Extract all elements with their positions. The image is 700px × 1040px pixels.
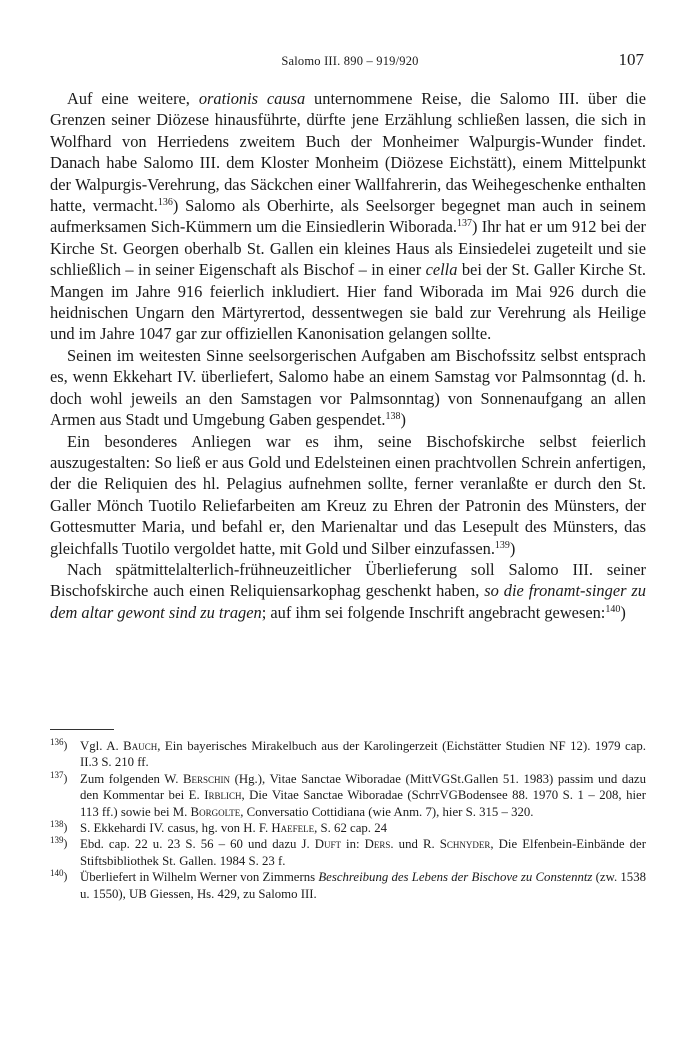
text-span: , Die Elfenbein-Einbände der Stiftsbibliothek St. Gallen. 1984 S. 23 f. bbox=[80, 837, 646, 868]
footnote-ref-138[interactable]: 138 bbox=[385, 411, 401, 423]
footnote-number-sup: 138 bbox=[50, 819, 64, 830]
running-title: Salomo III. 890 – 919/920 bbox=[281, 54, 419, 68]
text-span: ) Salomo als Oberhirte, als Seelsorger begegnet man auch in seinem aufmerksamen Sich-Kümmern um die Einsiedlerin Wiborada. bbox=[50, 196, 647, 237]
author-name: Ders. bbox=[364, 837, 394, 852]
text-span: unternommene Reise, die Salomo III. über die Grenzen seiner Diözese hinausführte, dürfte jene Erzählung schließen lassen, die sich in Wolfhard von Herriedens zweitem Buch der Monheimer Walpurgis-Wunder findet. Danach habe Salomo III. dem Kloster Monheim (Diözese Eichstätt), einem Mittelpunkt der Walpurgis-Verehrung, das Säckchen einer Wallfahrerin, das Weihegeschenke enthalten hatte, vermacht. bbox=[50, 89, 646, 216]
footnote-138 bbox=[50, 820, 646, 836]
text-span: Zum folgenden W. bbox=[80, 771, 184, 786]
paragraph-4 bbox=[50, 559, 646, 623]
author-name: Berschin bbox=[183, 771, 231, 786]
text-span: Überliefert in Wilhelm Werner von Zimmerns bbox=[80, 870, 319, 885]
text-span: (Hg.), Vitae Sanctae Wiboradae (MittVGSt.Gallen 51. 1983) passim und dazu den Kommentar bei E. bbox=[80, 771, 647, 803]
text-span: Ebd. cap. 22 u. 23 S. 56 – 60 und dazu J. bbox=[80, 837, 315, 852]
text-span: ) bbox=[400, 410, 406, 430]
footnotes bbox=[50, 738, 646, 902]
text-span: Seinen im weitesten Sinne seelsorgerischen Aufgaben am Bischofssitz selbst entsprach es, wenn Ekkehart IV. überliefert, Salomo habe an einem Samstag vor Palmsonntag (d. h. doch wohl jeweils an den Samstagen vor Palmsonntag) von Sonnenaufgang an allen Armen aus Stadt und Umgebung Gaben gespendet. bbox=[50, 345, 646, 430]
text-span: Nach spätmittelalterlich-frühneuzeitlicher Überlieferung soll Salomo III. seiner Bischofskirche auch einen Reliquiensarkophag geschenkt haben, bbox=[50, 559, 646, 601]
footnote-139 bbox=[50, 836, 646, 869]
footnote-ref-139[interactable]: 139 bbox=[494, 539, 510, 551]
paragraph-2 bbox=[50, 345, 646, 431]
text-span: (zw. 1538 u. 1550), UB Giessen, Hs. 429, zu Salomo III. bbox=[80, 870, 646, 901]
text-span: , S. 62 cap. 24 bbox=[314, 821, 388, 836]
author-name: Borgolte bbox=[190, 804, 241, 819]
footnote-number-sup: 136 bbox=[50, 737, 64, 747]
footnote-ref-140[interactable]: 140 bbox=[605, 603, 621, 615]
text-span: , Conversatio Cottidiana (wie Anm. 7), hier S. 315 – 320. bbox=[240, 804, 534, 819]
text-span: , Ein bayerisches Mirakelbuch aus der Karolingerzeit (Eichstätter Studien NF 12). 1979 cap. II.3 S. 210 ff. bbox=[80, 739, 646, 770]
text-span: Auf eine weitere, bbox=[67, 89, 199, 108]
text-span: ) Ihr hat er um 912 bei der Kirche St. Georgen oberhalb St. Gallen ein kleines Haus als Einsiedelei zugeteilt und sie schließlich – in seiner Eigenschaft als Bischof – in einer bbox=[50, 217, 646, 280]
text-span: in: bbox=[340, 837, 365, 852]
footnote-number bbox=[50, 836, 78, 852]
italic-phrase: orationis causa bbox=[198, 89, 306, 108]
text-span: , Die Vitae Sanctae Wiboradae (SchrrVGBodensee 88. 1970 S. 1 – 208, hier 113 ff.) sowie bei M. bbox=[80, 788, 647, 819]
footnote-number bbox=[50, 771, 78, 787]
footnote-number-sup: 137 bbox=[50, 769, 64, 780]
text-span: ) bbox=[620, 602, 626, 622]
text-span: Vgl. A. bbox=[80, 739, 124, 753]
text-span: ; auf ihm sei folgende Inschrift angebracht gewesen: bbox=[261, 602, 606, 622]
text-span: und R. bbox=[393, 837, 440, 852]
author-name: Duft bbox=[314, 837, 341, 852]
footnote-number-paren: ) bbox=[63, 772, 68, 785]
footnote-number-sup: 139 bbox=[50, 835, 64, 846]
author-name: Schnyder bbox=[439, 837, 491, 852]
running-header bbox=[56, 50, 644, 74]
footnote-137 bbox=[50, 771, 646, 820]
main-text bbox=[50, 88, 646, 623]
footnote-number-sup: 140 bbox=[50, 868, 64, 879]
paragraph-3 bbox=[50, 431, 646, 559]
text-span: ) bbox=[509, 538, 516, 558]
italic-title: Beschreibung des Lebens der Bischove zu Constenntz bbox=[318, 870, 593, 885]
footnote-number-paren: ) bbox=[63, 822, 68, 835]
author-name: Haefele bbox=[271, 821, 315, 836]
footnote-number bbox=[50, 820, 78, 836]
text-span: Ein besonderes Anliegen war es ihm, seine Bischofskirche selbst feierlich auszugestalten: So ließ er aus Gold und Edelsteinen einen prachtvollen Schrein anfertigen, der die Reliquien des hl. Pelagius aufnehmen sollte, ferner veranlaßte er durch den St. Galler Mönch Tuotilo Reliefarbeiten am Kreuz zu Ehren der Patronin des Münsters, der Gottesmutter Maria, und befahl er, den Marienaltar und das Lesepult des Münsters, das gleichfalls Tuotilo vergoldet hatte, mit Gold und Silber einzufassen. bbox=[50, 431, 646, 558]
italic-phrase: cella bbox=[425, 260, 458, 280]
footnote-ref-136[interactable]: 136 bbox=[157, 197, 173, 209]
paragraph-1 bbox=[50, 88, 646, 345]
page-number: 107 bbox=[618, 50, 644, 69]
author-name: Bauch bbox=[123, 739, 158, 753]
author-name: Irblich bbox=[204, 788, 242, 803]
footnote-number bbox=[50, 738, 78, 754]
footnote-136 bbox=[50, 738, 646, 771]
footnote-number-paren: ) bbox=[63, 740, 68, 752]
footnote-separator bbox=[50, 729, 114, 730]
text-span: bei der St. Galler Kirche St. Mangen im Jahre 916 feierlich inkludiert. Hier fand Wiborada im Mai 926 durch die heidnischen Ungarn den Märtyrertod, dessentwegen sie bald zur Verehrung als Heilige und im Jahre 1047 gar zur offiziellen Kanonisation gelangen sollte. bbox=[50, 260, 647, 344]
text-span: S. Ekkehardi IV. casus, hg. von H. F. bbox=[80, 821, 272, 836]
footnote-number-paren: ) bbox=[63, 838, 68, 851]
italic-phrase: so die fronamt-singer zu dem altar gewont sind zu tragen bbox=[50, 581, 646, 622]
footnote-140 bbox=[50, 869, 646, 902]
footnote-ref-137[interactable]: 137 bbox=[457, 218, 473, 230]
footnote-number-paren: ) bbox=[63, 871, 68, 884]
footnote-number bbox=[50, 869, 78, 885]
